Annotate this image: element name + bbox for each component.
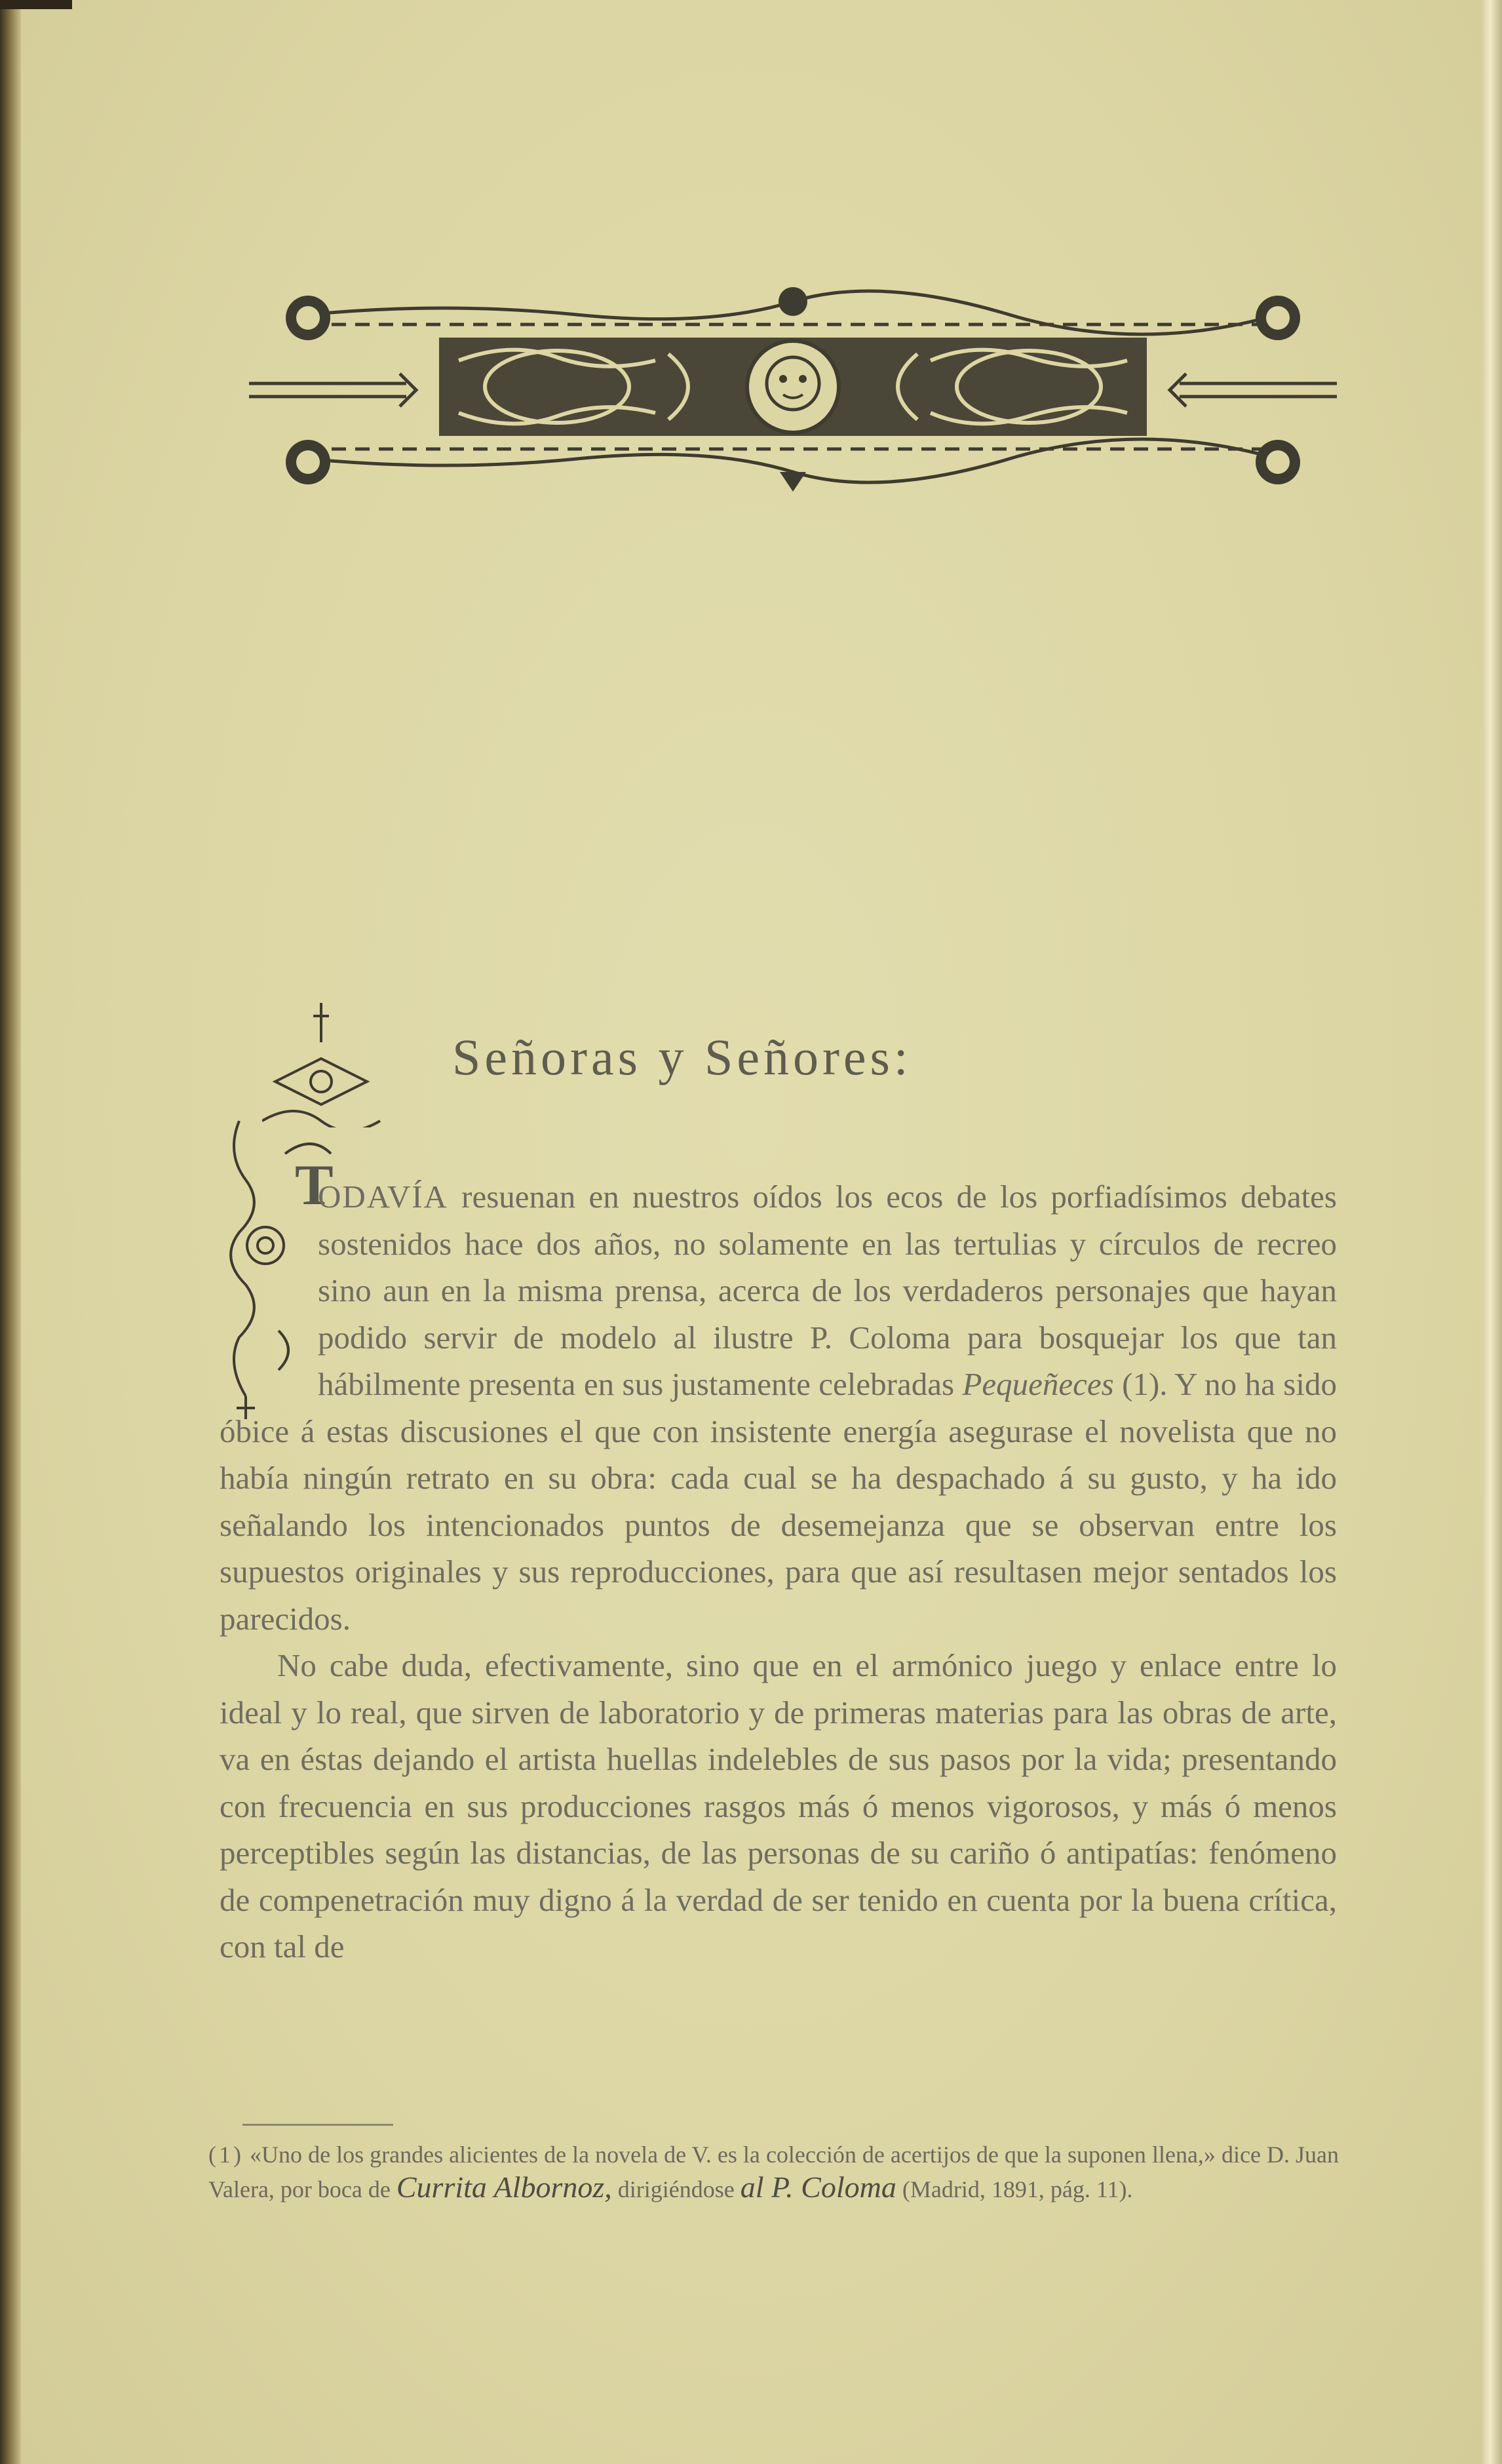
footnote-italic-b: al P. Coloma [740, 2170, 896, 2204]
paragraph-1-rest: (1). Y no ha sido óbice á estas discusiones el que con insistente energía asegurase el novelista que no había ningún retrato en su obra: cada cual se ha despachado á su gusto, y ha ido señalando los intencionados puntos de desemejanza que se observan entre los supuestos originales y sus reproducciones, para que así resultasen mejor sentados los parecidos. [220, 1366, 1337, 1637]
footnote [208, 2138, 1339, 2206]
section-title: Señoras y Señores: [452, 1028, 912, 1085]
footnote-italic-a: Currita Albornoz, [396, 2170, 612, 2204]
body-text [220, 1173, 1337, 1970]
book-spine-edge [0, 0, 21, 2464]
page-right-edge [1482, 0, 1502, 2464]
paragraph-2: No cabe duda, efectivamente, sino que en el armónico juego y enlace entre lo ideal y lo real, que sirven de laboratorio y de primeras materias para las obras de arte, va en éstas dejando el artista huellas indelebles de sus pasos por la vida; presentando con frecuencia en sus producciones rasgos más ó menos vigorosos, y más ó menos perceptibles según las distancias, de las personas de su cariño ó antipatías: fenómeno de compenetración muy digno á la verdad de ser tenido en cuenta por la buena crítica, con tal de [220, 1647, 1337, 1965]
footnote-text-a: «Uno de los grandes alicientes de la novela de V. es la colección de acertijos de que la suponen llena,» dice D. Juan Valera, por boca de [208, 2141, 1339, 2202]
footnote-text-c: (Madrid, 1891, pág. 11). [896, 2176, 1133, 2202]
footnote-text-b: dirigiéndose [611, 2176, 741, 2202]
paragraph-1 [220, 1173, 1337, 1642]
footnote-rule [242, 2124, 393, 2126]
ornamental-headpiece-icon [249, 275, 1337, 498]
drop-cap-letter: T [295, 1154, 334, 1217]
footnote-marker: (1) [208, 2141, 244, 2168]
fleuron-icon [262, 1003, 393, 1127]
paragraph-1-text: resuenan en nuestros oídos los ecos de los porfiadísimos debates sostenidos hace dos años, no solamente en las tertulias y círculos de recreo sino aun en la misma prensa, acerca de los verdaderos personajes que hayan podido servir de modelo al ilustre P. Coloma para bosquejar los que tan hábilmente presenta en sus justamente celebradas [318, 1179, 1337, 1402]
binding-mark [0, 0, 72, 9]
paragraph-1-italic-title: Pequeñeces [962, 1366, 1114, 1402]
paragraph-1-lead: ODAVÍA [318, 1179, 448, 1215]
